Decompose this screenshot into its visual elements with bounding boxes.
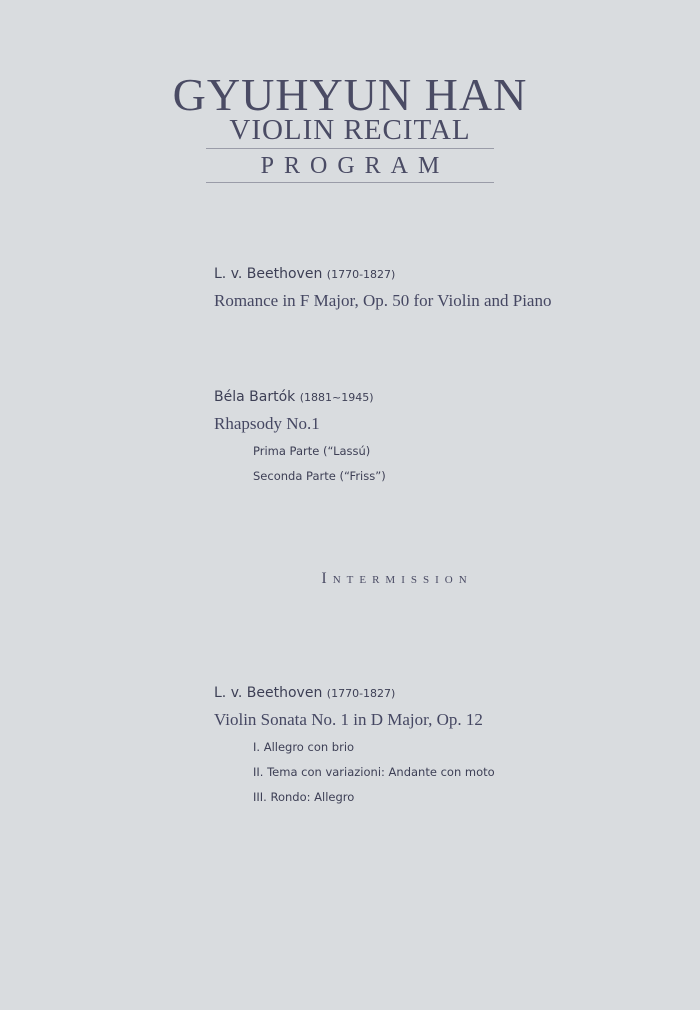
program-piece <box>214 265 551 312</box>
composer <box>214 684 495 703</box>
composer-name: L. v. Beethoven <box>214 685 323 701</box>
movement: I. Allegro con brio <box>253 740 355 754</box>
movement-list <box>214 439 386 489</box>
composer-name: L. v. Beethoven <box>214 266 323 282</box>
work-title: Rhapsody No.1 <box>214 414 320 433</box>
program-label: PROGRAM <box>260 153 450 179</box>
composer-dates: (1770-1827) <box>326 687 396 700</box>
movement-list <box>214 735 495 810</box>
movement: III. Rondo: Allegro <box>253 790 355 804</box>
program-piece <box>214 684 495 810</box>
intermission-label: Intermission <box>321 570 473 587</box>
composer-name: Béla Bartók <box>214 389 296 405</box>
program-piece <box>214 388 386 489</box>
composer <box>214 388 386 407</box>
recital-subtitle: VIOLIN RECITAL <box>229 114 471 146</box>
movement: II. Tema con variazioni: Andante con moto <box>253 765 495 779</box>
movement: Prima Parte (“Lassú) <box>253 444 371 458</box>
movement: Seconda Parte (“Friss”) <box>253 469 386 483</box>
composer <box>214 265 551 284</box>
divider-top <box>206 148 494 149</box>
divider-bottom <box>206 182 494 183</box>
work-title: Violin Sonata No. 1 in D Major, Op. 12 <box>214 710 483 729</box>
work-title: Romance in F Major, Op. 50 for Violin and Piano <box>214 291 552 310</box>
artist-name: GYUHYUN HAN <box>172 69 528 120</box>
composer-dates: (1770-1827) <box>326 268 396 281</box>
composer-dates: (1881~1945) <box>299 391 374 404</box>
